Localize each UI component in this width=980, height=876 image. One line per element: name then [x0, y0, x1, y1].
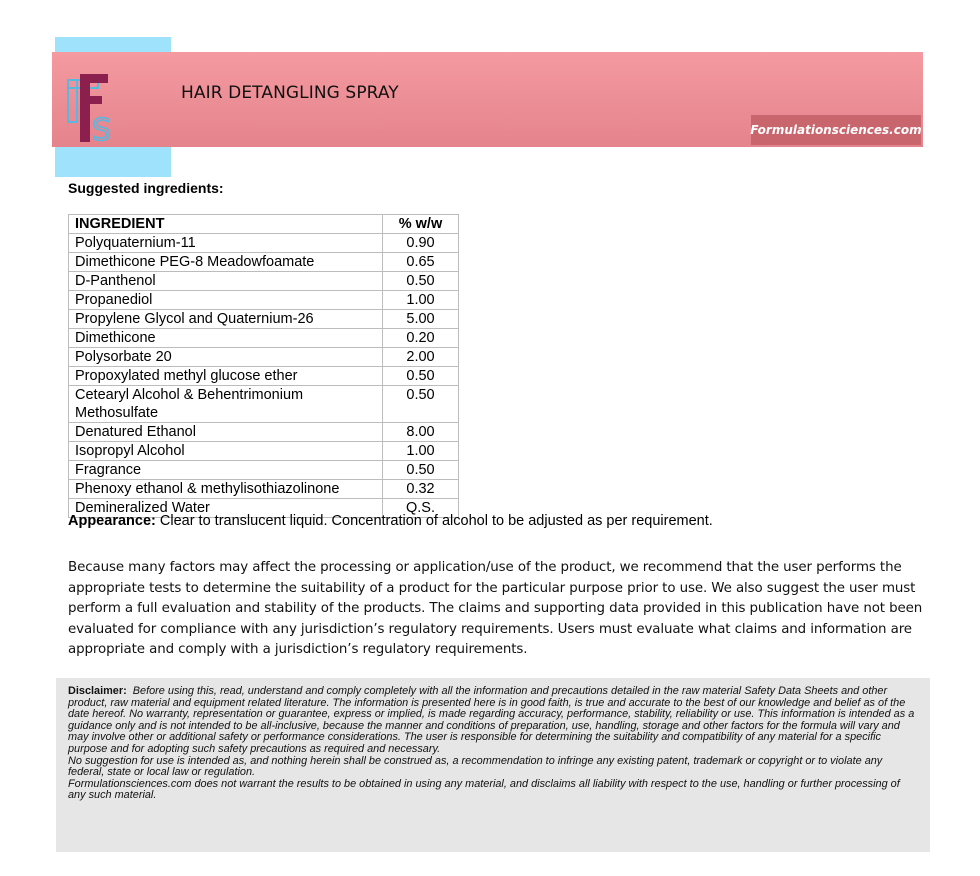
table-row [69, 253, 459, 272]
table-row [69, 386, 459, 423]
ingredient-percent: 5.00 [383, 310, 459, 329]
svg-text:S: S [92, 113, 112, 144]
ingredient-percent: 0.50 [383, 367, 459, 386]
ingredients-table [68, 214, 459, 518]
ingredient-percent: 0.20 [383, 329, 459, 348]
table-row [69, 461, 459, 480]
website-link[interactable]: Formulationsciences.com [751, 115, 921, 145]
appearance-text: Clear to translucent liquid. Concentration of alcohol to be adjusted as per requirement. [159, 513, 713, 529]
disclaimer-label: Disclaimer: [68, 685, 127, 697]
ingredient-percent: 0.32 [383, 480, 459, 499]
usage-note: Because many factors may affect the processing or application/use of the product, we recommend that the user performs the appropriate tests to determine the suitability of a product for the particular purpose prior to use. We also suggest the user must perform a full evaluation and stability of the products. The claims and supporting data provided in this publication have not been evaluated for compliance with any jurisdiction’s regulatory requirements. Users must evaluate what claims and information are appropriate and comply with a jurisdiction’s regulatory requirements. [68, 560, 923, 657]
table-header-row [69, 215, 459, 234]
disclaimer-paragraph-1: Before using this, read, understand and comply completely with all the information and precautions detailed in the raw material Safety Data Sheets and other product, raw material and equipment related literature. The information is presented here is in good faith, is true and accurate to the best of our knowledge and belief as of the date hereof. No warranty, representation or guarantee, express or implied, is made regarding accuracy, performance, stability, reliability or use. This information is intended as a guidance only and is not intended to be all-inclusive, because the manner and conditions of preparation, use, handling, storage and other factors for the formula will vary and may involve other or additional safety or performance considerations. The user is responsible for determining the suitability and compatibility of any material for a specific purpose and for adopting such safety precautions as required and necessary. [68, 685, 915, 755]
table-row [69, 272, 459, 291]
disclaimer-paragraph-2: No suggestion for use is intended as, and nothing herein shall be construed as, a recommendation to infringe any existing patent, trademark or copyright or to violate any federal, state or local law or regulation. [68, 754, 883, 779]
ingredient-name: Fragrance [69, 461, 383, 480]
ingredient-name: Dimethicone PEG-8 Meadowfoamate [69, 253, 383, 272]
table-row [69, 348, 459, 367]
ingredient-percent: 8.00 [383, 423, 459, 442]
ingredient-percent: 0.50 [383, 386, 459, 423]
ingredient-name: Phenoxy ethanol & methylisothiazolinone [69, 480, 383, 499]
ingredient-percent: 0.65 [383, 253, 459, 272]
column-header-ingredient: INGREDIENT [69, 215, 383, 234]
page-title: HAIR DETANGLING SPRAY [181, 83, 399, 103]
logo [66, 74, 122, 144]
table-row [69, 234, 459, 253]
ingredient-name: Cetearyl Alcohol & Behentrimonium Methosulfate [69, 386, 383, 423]
disclaimer-box [56, 678, 930, 852]
ingredient-percent: 1.00 [383, 442, 459, 461]
ingredient-name: Dimethicone [69, 329, 383, 348]
table-row [69, 291, 459, 310]
ingredient-percent: 0.50 [383, 272, 459, 291]
ingredient-percent: Q.S. [383, 499, 459, 518]
disclaimer-text [68, 686, 918, 802]
ingredient-percent: 0.50 [383, 461, 459, 480]
table-row [69, 329, 459, 348]
section-heading: Suggested ingredients: [68, 180, 224, 196]
column-header-percent: % w/w [383, 215, 459, 234]
ingredient-name: Polyquaternium-11 [69, 234, 383, 253]
table-row [69, 423, 459, 442]
table-row [69, 480, 459, 499]
ingredient-name: Propoxylated methyl glucose ether [69, 367, 383, 386]
ingredient-name: Isopropyl Alcohol [69, 442, 383, 461]
ingredient-name: Polysorbate 20 [69, 348, 383, 367]
ingredient-name: D-Panthenol [69, 272, 383, 291]
ingredient-percent: 0.90 [383, 234, 459, 253]
ingredient-name: Propanediol [69, 291, 383, 310]
appearance-label: Appearance: [68, 513, 156, 529]
ingredient-name: Denatured Ethanol [69, 423, 383, 442]
table-row [69, 367, 459, 386]
table-row [69, 310, 459, 329]
ingredient-percent: 1.00 [383, 291, 459, 310]
appearance-line [68, 513, 713, 529]
ingredient-name: Demineralized Water [69, 499, 383, 518]
disclaimer-paragraph-3: Formulationsciences.com does not warrant the results to be obtained in using any material, and disclaims all liability with respect to the use, handling or further processing of any such material. [68, 777, 900, 802]
ingredient-name: Propylene Glycol and Quaternium-26 [69, 310, 383, 329]
table-row [69, 442, 459, 461]
ingredient-percent: 2.00 [383, 348, 459, 367]
